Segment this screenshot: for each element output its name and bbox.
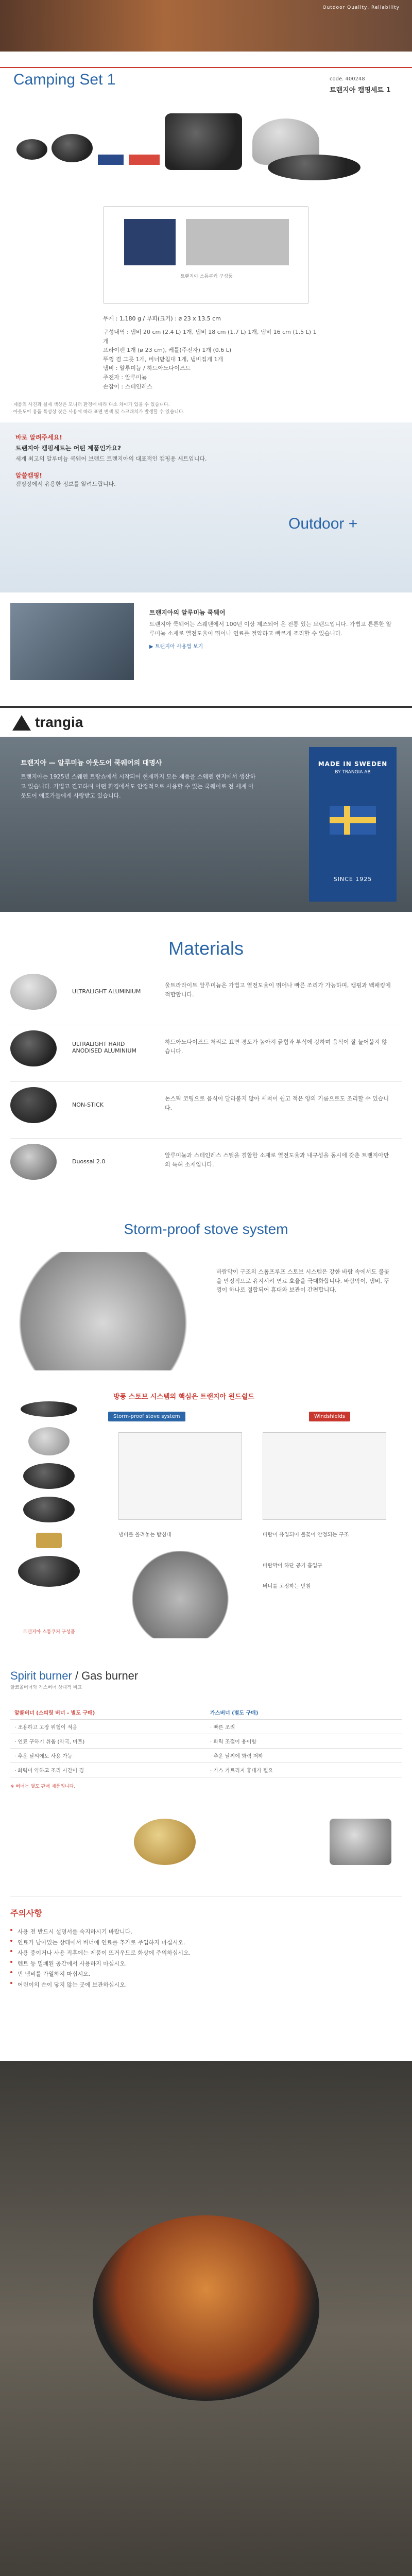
burner-section — [10, 1669, 402, 1886]
qa-heading-2: 알쓸캠핑! — [15, 471, 42, 479]
spec-line: 뚜껑 겸 그릇 1개, 버너받침대 1개, 냄비집게 1개 — [103, 355, 224, 363]
callout-2: 바람이 유입되어 불꽃이 안정되는 구조 — [263, 1532, 349, 1538]
callout-1: 냄비를 올려놓는 받침대 — [118, 1532, 171, 1538]
stove-title: Storm-proof stove system — [124, 1221, 288, 1237]
page-title: Camping Set 1 — [13, 71, 116, 88]
product-name-ko: 트랜지아 캠핑세트 1 — [330, 87, 391, 94]
brand-header — [0, 706, 412, 737]
outdoor-qa — [15, 433, 283, 488]
caution-item — [10, 1947, 402, 1958]
sweden-badge — [309, 747, 397, 902]
materials-list — [10, 969, 402, 1195]
stove-block — [10, 1252, 402, 1376]
spec-note: · 아웃도어 용품 특성상 잦은 사용에 따라 표면 변색 및 스크래치가 발생할 수 있습니다. — [10, 409, 185, 415]
product-photo — [10, 98, 402, 196]
parts-box — [103, 206, 309, 304]
stack-lid — [21, 1401, 77, 1417]
material-text: 논스틱 코팅으로 음식이 달라붙지 않아 세척이 쉽고 적은 양의 기름으로도 조리할 수 있습니다. — [165, 1095, 389, 1111]
outdoor-feature — [0, 592, 412, 690]
callout-4: 버너를 고정하는 받침 — [263, 1584, 311, 1589]
feature-photo — [10, 603, 134, 680]
system-title: 방풍 스토브 시스템의 핵심은 트랜지아 윈드쉴드 — [113, 1393, 254, 1401]
stack-column — [10, 1401, 88, 1649]
pot-medium — [52, 134, 93, 162]
caution-text: 텐트 등 밀폐된 공간에서 사용하지 마십시오. — [18, 1960, 127, 1967]
materials-title: Materials — [168, 938, 244, 959]
spec-block — [103, 314, 319, 391]
feature-text: 트랜지아 쿡웨어는 스웨덴에서 100년 이상 제조되어 온 전통 있는 브랜드입니다. 가볍고 튼튼한 알루미늄 소재로 열전도율이 뛰어나 연료를 절약하고 빠르게 조리할 수 있습니다. — [149, 621, 392, 637]
material-image — [10, 974, 57, 1010]
caution-item — [10, 1958, 402, 1969]
caution-text: 빈 냄비를 가열하지 마십시오. — [18, 1971, 91, 1978]
table-cell: · 화력이 약하고 조리 시간이 김 — [10, 1763, 206, 1777]
table-cell: · 추운 날씨에도 사용 가능 — [10, 1749, 206, 1763]
caution-text: 사용 전 반드시 설명서를 숙지하시기 바랍니다. — [18, 1928, 132, 1935]
sweden-flag-icon — [330, 806, 376, 835]
windshield-diagram — [118, 1432, 242, 1520]
stack-pot — [23, 1463, 75, 1489]
caution-item — [10, 1926, 402, 1937]
spirit-burner-photo — [134, 1819, 196, 1865]
callout-3: 바람막이 하단 공기 흡입구 — [263, 1563, 322, 1569]
spec-line: 프라이팬 1개 (ø 23 cm), 케틀(주전자) 1개 (0.6 L) — [103, 347, 232, 354]
outdoor-banner: Outdoor + — [288, 515, 358, 532]
material-item — [10, 1082, 402, 1139]
cooking-pot-photo — [93, 2215, 319, 2401]
spec-line: 구성내역 : 냄비 20 cm (2.4 L) 1개, 냄비 18 cm (1.7 L) 1개, 냄비 16 cm (1.5 L) 1개 — [103, 329, 317, 345]
burner-title — [10, 1669, 402, 1683]
material-text: 울트라라이트 알루미늄은 가볍고 열전도율이 뛰어나 빠른 조리가 가능하며, 캠핑과 백패킹에 적합합니다. — [165, 982, 391, 998]
caution-item — [10, 1968, 402, 1979]
feature-title: 트랜지아의 알루미늄 쿡웨어 — [149, 609, 226, 616]
material-label: NON-STICK — [72, 1101, 104, 1108]
hero-image — [0, 0, 412, 52]
windshield-diagram — [263, 1432, 386, 1520]
qa-heading-1: 바로 알려주세요! — [15, 434, 62, 441]
spec-note: · 제품의 사진과 실제 색상은 모니터 환경에 따라 다소 차이가 있을 수 있습니다. — [10, 402, 170, 408]
burner-subtitle: 알코올버너와 가스버너 상대적 비교 — [10, 1685, 82, 1690]
material-label: ULTRALIGHT ALUMINIUM — [72, 988, 141, 995]
sys-label: Storm-proof stove system — [108, 1412, 185, 1421]
material-image — [10, 1030, 57, 1066]
table-row — [10, 1749, 402, 1763]
badge-made: MADE IN SWEDEN — [318, 760, 388, 768]
material-text: 알루미늄과 스테인레스 스틸을 결합한 소재로 열전도율과 내구성을 동시에 갖춘 트랜지아만의 특허 소재입니다. — [165, 1152, 389, 1168]
system-section — [10, 1391, 402, 1659]
system-diagram — [108, 1412, 397, 1649]
burner-title-b: / Gas burner — [72, 1669, 139, 1682]
stack-pot — [23, 1497, 75, 1522]
mat-red — [129, 155, 160, 165]
material-item — [10, 969, 402, 1025]
qa-question-2: 캠핑장에서 유용한 정보를 알려드립니다. — [15, 480, 116, 487]
burner-title-a: Spirit burner — [10, 1669, 72, 1682]
pot-large — [165, 113, 242, 170]
caution-section — [10, 1896, 402, 2050]
badge-by: BY TRANGIA AB — [335, 770, 371, 775]
outdoor-section — [0, 422, 412, 592]
spec-line: 냄비 : 알루미늄 / 하드아노다이즈드 — [103, 365, 191, 372]
frying-pan — [268, 155, 360, 180]
gas-burner-photo — [330, 1819, 391, 1865]
windshield-graphic — [186, 219, 289, 265]
parts-caption: 트랜지아 스톰쿠커 구성품 — [180, 274, 233, 279]
burner-stand-graphic — [124, 219, 176, 265]
table-row — [10, 1734, 402, 1749]
burner-note: ※ 버너는 별도 판매 제품입니다. — [10, 1784, 76, 1789]
trangia-logo-icon — [12, 715, 31, 731]
stove-text: 바람막이 구조의 스톰프루프 스토브 시스템은 강한 바람 속에서도 불꽃을 안정적으로 유지시켜 연료 효율을 극대화합니다. 바람막이, 냄비, 뚜껑이 하나로 결합되어 휴대와 보관이 간편합니다. — [216, 1268, 390, 1294]
stand-photo — [118, 1551, 242, 1638]
material-item — [10, 1025, 402, 1082]
table-cell: · 추운 날씨에 화력 저하 — [206, 1749, 402, 1763]
table-cell: · 화력 조절이 용이함 — [206, 1734, 402, 1749]
comparison-table — [10, 1705, 402, 1777]
material-image — [10, 1144, 57, 1180]
caution-text: 사용 중이거나 사용 직후에는 제품이 뜨거우므로 화상에 주의하십시오. — [18, 1950, 191, 1957]
table-cell: · 빠른 조리 — [206, 1720, 402, 1734]
col-header-gas: 가스버너 (별도 구매) — [206, 1705, 402, 1720]
stove-photo — [10, 1252, 196, 1370]
material-item — [10, 1139, 402, 1195]
product-code: code. 400248 — [330, 76, 365, 82]
caution-text: 연료가 남아있는 상태에서 버너에 연료를 추가로 주입하지 마십시오. — [18, 1939, 185, 1946]
material-label: Duossal 2.0 — [72, 1158, 106, 1165]
brand-hero — [0, 737, 412, 912]
feature-text-block — [149, 608, 397, 650]
caution-title: 주의사항 — [10, 1908, 42, 1918]
caution-item — [10, 1937, 402, 1947]
qa-answer-1: 세계 최고의 알루미늄 쿡웨어 브랜드 트랜지아의 대표적인 캠핑용 세트입니다. — [15, 455, 207, 462]
caution-item — [10, 1979, 402, 1990]
table-row — [10, 1720, 402, 1734]
spec-notes — [10, 402, 402, 416]
stack-caption: 트랜지아 스톰쿠커 구성품 — [23, 1630, 75, 1635]
stack-windshield — [18, 1556, 80, 1587]
pot-small — [16, 139, 47, 160]
qa-question-1: 트랜지아 캠핑세트는 어떤 제품인가요? — [15, 445, 121, 452]
stack-burner — [36, 1533, 62, 1548]
material-image — [10, 1087, 57, 1123]
table-cell: · 조용하고 고장 위험이 적음 — [10, 1720, 206, 1734]
hero-tagline: Outdoor Quality, Reliability — [322, 5, 400, 10]
brand-name: trangia — [35, 714, 83, 730]
material-label: ULTRALIGHT HARD ANODISED ALUMINIUM — [72, 1041, 136, 1054]
material-text: 하드아노다이즈드 처리로 표면 경도가 높아져 긁힘과 부식에 강하며 음식이 잘 눌어붙지 않습니다. — [165, 1039, 387, 1055]
title-bar — [0, 52, 412, 98]
feature-link[interactable]: ▶ 트랜지아 사용법 보기 — [149, 644, 203, 650]
table-row — [10, 1763, 402, 1777]
burner-table — [10, 1705, 402, 1791]
table-cell: · 가스 카트리지 휴대가 필요 — [206, 1763, 402, 1777]
spec-line: 주전자 : 알루미늄 — [103, 374, 147, 381]
badge-since: SINCE 1925 — [333, 876, 372, 883]
spec-line: 손잡이 : 스테인레스 — [103, 383, 152, 390]
col-header-spirit: 알콜버너 (스피릿 버너 - 별도 구매) — [10, 1705, 206, 1720]
table-cell: · 연료 구하기 쉬움 (약국, 마트) — [10, 1734, 206, 1749]
brand-intro-title: 트랜지아 — 알루미늄 아웃도어 쿡웨어의 대명사 — [21, 759, 162, 767]
lifestyle-photo — [0, 2061, 412, 2576]
handle-gripper — [98, 155, 124, 165]
stack-kettle — [28, 1427, 70, 1455]
ws-label: Windshields — [309, 1412, 350, 1421]
spec-weight: 무게 : 1,180 g / 부피(크기) : ø 23 x 13.5 cm — [103, 315, 221, 322]
brand-intro-text: 트랜지아는 1925년 스웨덴 트랑쇼에서 시작되어 현재까지 모든 제품을 스웨덴 현지에서 생산하고 있습니다. 가볍고 견고하며 어떤 환경에서도 안정적으로 사용할 수 있는 쿡웨어로 전 세계 아웃도어 애호가들에게 사랑받고 있습니다. — [21, 773, 256, 800]
title-rule — [0, 67, 412, 68]
caution-text: 어린이의 손이 닿지 않는 곳에 보관하십시오. — [18, 1981, 127, 1988]
brand-intro — [21, 757, 258, 801]
